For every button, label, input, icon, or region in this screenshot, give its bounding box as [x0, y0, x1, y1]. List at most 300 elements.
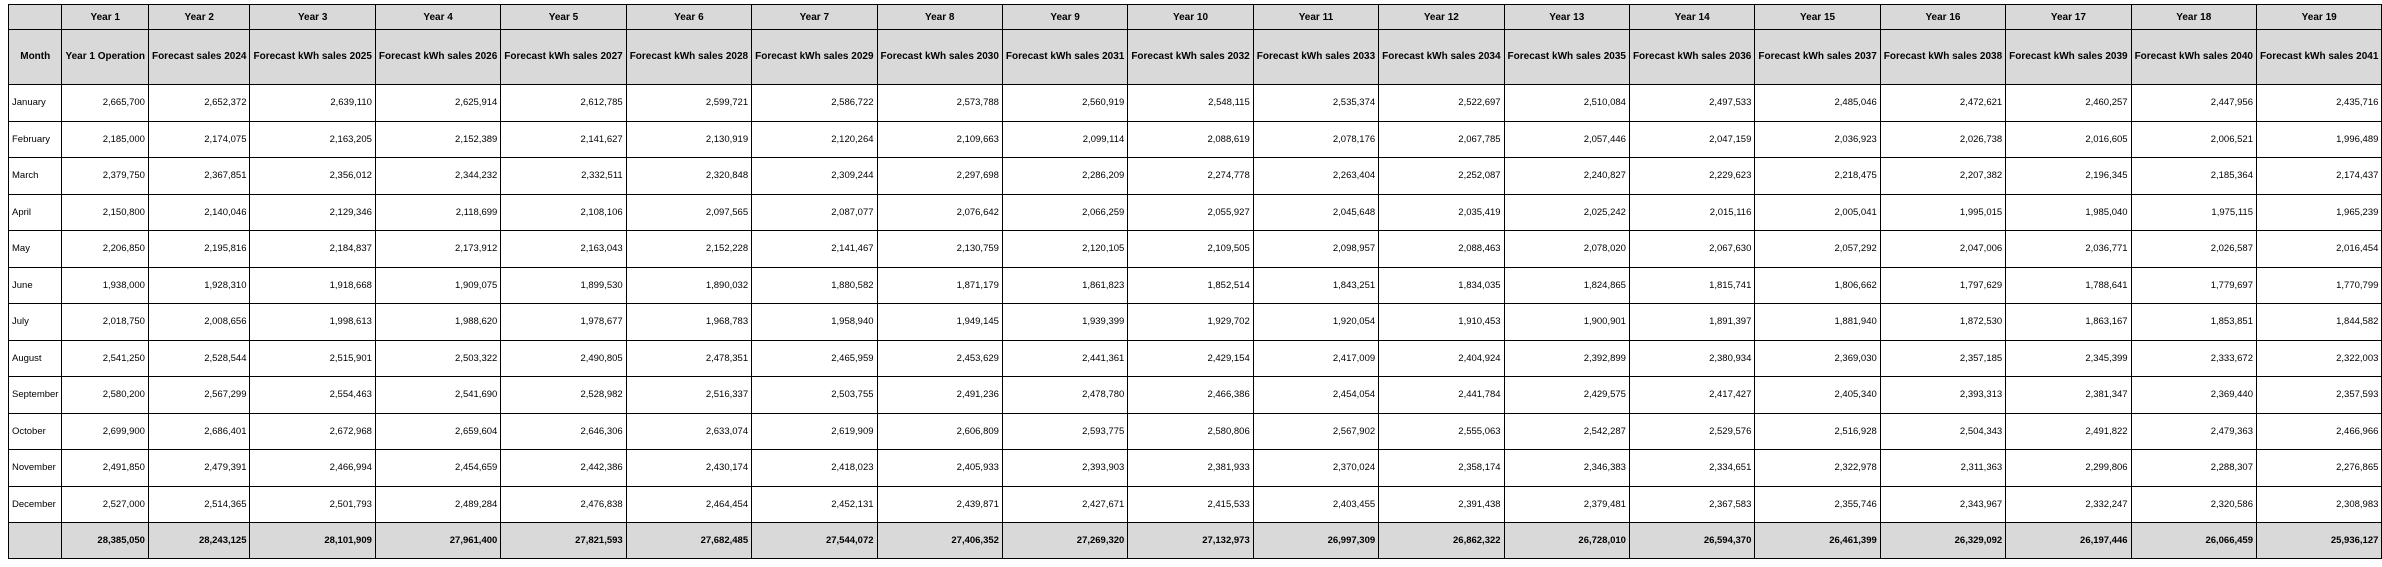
value-cell: 2,108,106: [501, 194, 626, 231]
value-cell: 1,881,940: [1755, 304, 1880, 341]
value-cell: 2,355,746: [1755, 486, 1880, 523]
value-cell: 2,047,006: [1880, 231, 2005, 268]
total-cell: 26,461,399: [1755, 523, 1880, 559]
value-cell: 2,686,401: [148, 413, 250, 450]
value-cell: 2,141,467: [752, 231, 877, 268]
value-cell: 2,612,785: [501, 85, 626, 122]
value-cell: 2,252,087: [1379, 158, 1504, 195]
value-cell: 2,207,382: [1880, 158, 2005, 195]
total-cell: 27,269,320: [1002, 523, 1127, 559]
value-cell: 2,417,427: [1629, 377, 1754, 414]
year-header-cell: Year 2: [148, 5, 250, 30]
value-cell: 2,501,793: [250, 486, 375, 523]
value-cell: 2,332,511: [501, 158, 626, 195]
value-cell: 2,297,698: [877, 158, 1002, 195]
value-cell: 1,910,453: [1379, 304, 1504, 341]
value-cell: 1,890,032: [626, 267, 751, 304]
value-cell: 1,815,741: [1629, 267, 1754, 304]
value-cell: 2,356,012: [250, 158, 375, 195]
value-cell: 2,514,365: [148, 486, 250, 523]
value-cell: 2,441,361: [1002, 340, 1127, 377]
value-cell: 1,998,613: [250, 304, 375, 341]
table-row: [9, 231, 2382, 268]
column-header-cell: Forecast kWh sales 2031: [1002, 30, 1127, 85]
value-cell: 2,025,242: [1504, 194, 1629, 231]
value-cell: 2,380,934: [1629, 340, 1754, 377]
year-header-cell: Year 10: [1128, 5, 1253, 30]
value-cell: 2,078,176: [1253, 121, 1378, 158]
value-cell: 2,333,672: [2131, 340, 2256, 377]
value-cell: 2,005,041: [1755, 194, 1880, 231]
value-cell: 2,152,389: [375, 121, 500, 158]
value-cell: 1,861,823: [1002, 267, 1127, 304]
totals-row: [9, 523, 2382, 559]
month-cell: May: [9, 231, 62, 268]
value-cell: 2,479,363: [2131, 413, 2256, 450]
total-cell: 26,997,309: [1253, 523, 1378, 559]
value-cell: 2,430,174: [626, 450, 751, 487]
value-cell: 2,099,114: [1002, 121, 1127, 158]
year-header-cell: Year 6: [626, 5, 751, 30]
table-body: [9, 85, 2382, 523]
value-cell: 2,141,627: [501, 121, 626, 158]
table-row: [9, 158, 2382, 195]
month-cell: February: [9, 121, 62, 158]
value-cell: 2,476,838: [501, 486, 626, 523]
value-cell: 2,098,957: [1253, 231, 1378, 268]
value-cell: 1,949,145: [877, 304, 1002, 341]
month-cell: December: [9, 486, 62, 523]
value-cell: 2,320,848: [626, 158, 751, 195]
month-header: Month: [9, 30, 62, 85]
value-cell: 2,466,994: [250, 450, 375, 487]
value-cell: 2,047,159: [1629, 121, 1754, 158]
value-cell: 2,379,481: [1504, 486, 1629, 523]
value-cell: 2,076,642: [877, 194, 1002, 231]
value-cell: 2,088,619: [1128, 121, 1253, 158]
value-cell: 2,087,077: [752, 194, 877, 231]
value-cell: 2,491,850: [62, 450, 148, 487]
column-header-cell: Forecast kWh sales 2030: [877, 30, 1002, 85]
value-cell: 2,109,505: [1128, 231, 1253, 268]
column-header-cell: Forecast kWh sales 2025: [250, 30, 375, 85]
value-cell: 2,639,110: [250, 85, 375, 122]
value-cell: 1,965,239: [2256, 194, 2381, 231]
value-cell: 2,334,651: [1629, 450, 1754, 487]
value-cell: 1,988,620: [375, 304, 500, 341]
value-cell: 1,929,702: [1128, 304, 1253, 341]
value-cell: 2,580,806: [1128, 413, 1253, 450]
value-cell: 2,646,306: [501, 413, 626, 450]
value-cell: 2,369,440: [2131, 377, 2256, 414]
value-cell: 2,120,105: [1002, 231, 1127, 268]
table-row: [9, 194, 2382, 231]
year-header-cell: Year 15: [1755, 5, 1880, 30]
month-cell: March: [9, 158, 62, 195]
value-cell: 2,491,822: [2006, 413, 2131, 450]
value-cell: 2,393,903: [1002, 450, 1127, 487]
value-cell: 1,909,075: [375, 267, 500, 304]
column-header-cell: Forecast kWh sales 2037: [1755, 30, 1880, 85]
value-cell: 2,263,404: [1253, 158, 1378, 195]
month-cell: April: [9, 194, 62, 231]
year-header-cell: Year 17: [2006, 5, 2131, 30]
value-cell: 2,527,000: [62, 486, 148, 523]
value-cell: 2,322,003: [2256, 340, 2381, 377]
value-cell: 2,535,374: [1253, 85, 1378, 122]
year-header-row: [9, 5, 2382, 30]
value-cell: 2,206,850: [62, 231, 148, 268]
table-row: [9, 450, 2382, 487]
value-cell: 2,447,956: [2131, 85, 2256, 122]
value-cell: 2,573,788: [877, 85, 1002, 122]
column-header-cell: Forecast kWh sales 2039: [2006, 30, 2131, 85]
value-cell: 2,067,785: [1379, 121, 1504, 158]
column-header-cell: Forecast kWh sales 2032: [1128, 30, 1253, 85]
value-cell: 2,465,959: [752, 340, 877, 377]
value-cell: 2,185,000: [62, 121, 148, 158]
value-cell: 2,286,209: [1002, 158, 1127, 195]
total-cell: 27,544,072: [752, 523, 877, 559]
value-cell: 2,405,933: [877, 450, 1002, 487]
total-cell: 27,821,593: [501, 523, 626, 559]
table-row: [9, 304, 2382, 341]
value-cell: 2,529,576: [1629, 413, 1754, 450]
value-cell: 2,345,399: [2006, 340, 2131, 377]
value-cell: 2,026,738: [1880, 121, 2005, 158]
value-cell: 1,920,054: [1253, 304, 1378, 341]
value-cell: 2,174,437: [2256, 158, 2381, 195]
value-cell: 2,454,054: [1253, 377, 1378, 414]
value-cell: 2,332,247: [2006, 486, 2131, 523]
column-header-cell: Forecast kWh sales 2026: [375, 30, 500, 85]
value-cell: 2,560,919: [1002, 85, 1127, 122]
value-cell: 1,824,865: [1504, 267, 1629, 304]
value-cell: 2,554,463: [250, 377, 375, 414]
value-cell: 1,844,582: [2256, 304, 2381, 341]
value-cell: 2,346,383: [1504, 450, 1629, 487]
value-cell: 2,393,313: [1880, 377, 2005, 414]
value-cell: 2,439,871: [877, 486, 1002, 523]
month-cell: November: [9, 450, 62, 487]
value-cell: 2,435,716: [2256, 85, 2381, 122]
value-cell: 2,503,755: [752, 377, 877, 414]
value-cell: 2,357,185: [1880, 340, 2005, 377]
value-cell: 2,152,228: [626, 231, 751, 268]
value-cell: 2,184,837: [250, 231, 375, 268]
value-cell: 2,057,446: [1504, 121, 1629, 158]
total-cell: 27,961,400: [375, 523, 500, 559]
table-row: [9, 486, 2382, 523]
value-cell: 2,367,851: [148, 158, 250, 195]
column-header-cell: Forecast kWh sales 2041: [2256, 30, 2381, 85]
value-cell: 2,185,364: [2131, 158, 2256, 195]
value-cell: 2,018,750: [62, 304, 148, 341]
table-row: [9, 340, 2382, 377]
value-cell: 1,899,530: [501, 267, 626, 304]
corner-cell: [9, 5, 62, 30]
value-cell: 1,797,629: [1880, 267, 2005, 304]
value-cell: 2,274,778: [1128, 158, 1253, 195]
value-cell: 2,036,923: [1755, 121, 1880, 158]
value-cell: 1,968,783: [626, 304, 751, 341]
value-cell: 2,344,232: [375, 158, 500, 195]
value-cell: 2,522,697: [1379, 85, 1504, 122]
value-cell: 2,485,046: [1755, 85, 1880, 122]
table-row: [9, 85, 2382, 122]
value-cell: 2,567,902: [1253, 413, 1378, 450]
value-cell: 2,288,307: [2131, 450, 2256, 487]
totals-label-cell: [9, 523, 62, 559]
total-cell: 28,243,125: [148, 523, 250, 559]
value-cell: 2,311,363: [1880, 450, 2005, 487]
value-cell: 2,276,865: [2256, 450, 2381, 487]
value-cell: 2,008,656: [148, 304, 250, 341]
value-cell: 2,404,924: [1379, 340, 1504, 377]
value-cell: 1,852,514: [1128, 267, 1253, 304]
value-cell: 2,417,009: [1253, 340, 1378, 377]
value-cell: 2,381,933: [1128, 450, 1253, 487]
value-cell: 1,871,179: [877, 267, 1002, 304]
value-cell: 1,985,040: [2006, 194, 2131, 231]
value-cell: 2,150,800: [62, 194, 148, 231]
month-cell: September: [9, 377, 62, 414]
value-cell: 2,088,463: [1379, 231, 1504, 268]
value-cell: 2,625,914: [375, 85, 500, 122]
value-cell: 2,358,174: [1379, 450, 1504, 487]
value-cell: 2,381,347: [2006, 377, 2131, 414]
value-cell: 2,016,454: [2256, 231, 2381, 268]
value-cell: 2,497,533: [1629, 85, 1754, 122]
column-header-cell: Forecast kWh sales 2028: [626, 30, 751, 85]
value-cell: 2,516,337: [626, 377, 751, 414]
value-cell: 2,163,205: [250, 121, 375, 158]
value-cell: 2,118,699: [375, 194, 500, 231]
value-cell: 2,619,909: [752, 413, 877, 450]
value-cell: 2,427,671: [1002, 486, 1127, 523]
value-cell: 2,308,983: [2256, 486, 2381, 523]
total-cell: 25,936,127: [2256, 523, 2381, 559]
total-cell: 27,132,973: [1128, 523, 1253, 559]
year-header-cell: Year 14: [1629, 5, 1754, 30]
value-cell: 2,357,593: [2256, 377, 2381, 414]
value-cell: 2,163,043: [501, 231, 626, 268]
value-cell: 2,665,700: [62, 85, 148, 122]
total-cell: 27,406,352: [877, 523, 1002, 559]
value-cell: 1,853,851: [2131, 304, 2256, 341]
value-cell: 2,478,351: [626, 340, 751, 377]
kwh-forecast-table: [8, 4, 2382, 559]
value-cell: 2,460,257: [2006, 85, 2131, 122]
value-cell: 2,392,899: [1504, 340, 1629, 377]
year-header-cell: Year 13: [1504, 5, 1629, 30]
value-cell: 2,174,075: [148, 121, 250, 158]
value-cell: 2,699,900: [62, 413, 148, 450]
total-cell: 28,385,050: [62, 523, 148, 559]
value-cell: 2,006,521: [2131, 121, 2256, 158]
month-cell: October: [9, 413, 62, 450]
value-cell: 2,503,322: [375, 340, 500, 377]
value-cell: 2,299,806: [2006, 450, 2131, 487]
value-cell: 1,872,530: [1880, 304, 2005, 341]
value-cell: 2,309,244: [752, 158, 877, 195]
value-cell: 2,015,116: [1629, 194, 1754, 231]
column-header-cell: Forecast kWh sales 2034: [1379, 30, 1504, 85]
value-cell: 2,453,629: [877, 340, 1002, 377]
value-cell: 1,880,582: [752, 267, 877, 304]
year-header-cell: Year 11: [1253, 5, 1378, 30]
value-cell: 2,442,386: [501, 450, 626, 487]
total-cell: 26,594,370: [1629, 523, 1754, 559]
year-header-cell: Year 8: [877, 5, 1002, 30]
value-cell: 2,478,780: [1002, 377, 1127, 414]
total-cell: 26,329,092: [1880, 523, 2005, 559]
month-cell: January: [9, 85, 62, 122]
value-cell: 1,900,901: [1504, 304, 1629, 341]
table-row: [9, 267, 2382, 304]
value-cell: 2,403,455: [1253, 486, 1378, 523]
column-header-row: [9, 30, 2382, 85]
year-header-cell: Year 5: [501, 5, 626, 30]
value-cell: 2,479,391: [148, 450, 250, 487]
year-header-cell: Year 16: [1880, 5, 2005, 30]
year-header-cell: Year 19: [2256, 5, 2381, 30]
value-cell: 2,240,827: [1504, 158, 1629, 195]
value-cell: 1,843,251: [1253, 267, 1378, 304]
value-cell: 1,975,115: [2131, 194, 2256, 231]
value-cell: 2,541,250: [62, 340, 148, 377]
year-header-cell: Year 18: [2131, 5, 2256, 30]
value-cell: 1,770,799: [2256, 267, 2381, 304]
value-cell: 2,109,663: [877, 121, 1002, 158]
value-cell: 2,466,966: [2256, 413, 2381, 450]
column-header-cell: Forecast kWh sales 2027: [501, 30, 626, 85]
year-header-cell: Year 3: [250, 5, 375, 30]
value-cell: 2,026,587: [2131, 231, 2256, 268]
month-cell: June: [9, 267, 62, 304]
value-cell: 2,593,775: [1002, 413, 1127, 450]
value-cell: 2,548,115: [1128, 85, 1253, 122]
value-cell: 2,490,805: [501, 340, 626, 377]
value-cell: 2,555,063: [1379, 413, 1504, 450]
value-cell: 2,173,912: [375, 231, 500, 268]
value-cell: 2,035,419: [1379, 194, 1504, 231]
value-cell: 2,599,721: [626, 85, 751, 122]
value-cell: 2,067,630: [1629, 231, 1754, 268]
value-cell: 2,218,475: [1755, 158, 1880, 195]
value-cell: 2,652,372: [148, 85, 250, 122]
value-cell: 2,441,784: [1379, 377, 1504, 414]
column-header-cell: Forecast kWh sales 2040: [2131, 30, 2256, 85]
value-cell: 2,515,901: [250, 340, 375, 377]
value-cell: 2,129,346: [250, 194, 375, 231]
value-cell: 2,586,722: [752, 85, 877, 122]
value-cell: 2,472,621: [1880, 85, 2005, 122]
value-cell: 2,567,299: [148, 377, 250, 414]
value-cell: 2,429,154: [1128, 340, 1253, 377]
value-cell: 2,343,967: [1880, 486, 2005, 523]
value-cell: 2,672,968: [250, 413, 375, 450]
value-cell: 2,633,074: [626, 413, 751, 450]
column-header-cell: Forecast kWh sales 2036: [1629, 30, 1754, 85]
total-cell: 26,862,322: [1379, 523, 1504, 559]
value-cell: 1,938,000: [62, 267, 148, 304]
value-cell: 2,057,292: [1755, 231, 1880, 268]
value-cell: 2,045,648: [1253, 194, 1378, 231]
total-cell: 26,728,010: [1504, 523, 1629, 559]
value-cell: 2,542,287: [1504, 413, 1629, 450]
total-cell: 28,101,909: [250, 523, 375, 559]
year-header-cell: Year 7: [752, 5, 877, 30]
value-cell: 2,580,200: [62, 377, 148, 414]
value-cell: 1,928,310: [148, 267, 250, 304]
value-cell: 2,036,771: [2006, 231, 2131, 268]
value-cell: 2,066,259: [1002, 194, 1127, 231]
value-cell: 2,516,928: [1755, 413, 1880, 450]
value-cell: 2,097,565: [626, 194, 751, 231]
column-header-cell: Forecast kWh sales 2033: [1253, 30, 1378, 85]
value-cell: 1,995,015: [1880, 194, 2005, 231]
value-cell: 2,016,605: [2006, 121, 2131, 158]
value-cell: 2,541,690: [375, 377, 500, 414]
value-cell: 2,466,386: [1128, 377, 1253, 414]
value-cell: 2,140,046: [148, 194, 250, 231]
value-cell: 2,195,816: [148, 231, 250, 268]
column-header-cell: Forecast kWh sales 2038: [1880, 30, 2005, 85]
value-cell: 2,464,454: [626, 486, 751, 523]
table-row: [9, 121, 2382, 158]
value-cell: 2,606,809: [877, 413, 1002, 450]
year-header-cell: Year 9: [1002, 5, 1127, 30]
value-cell: 1,958,940: [752, 304, 877, 341]
value-cell: 2,528,544: [148, 340, 250, 377]
value-cell: 2,504,343: [1880, 413, 2005, 450]
column-header-cell: Forecast sales 2024: [148, 30, 250, 85]
value-cell: 2,130,759: [877, 231, 1002, 268]
column-header-cell: Year 1 Operation: [62, 30, 148, 85]
year-header-cell: Year 12: [1379, 5, 1504, 30]
value-cell: 2,659,604: [375, 413, 500, 450]
value-cell: 2,367,583: [1629, 486, 1754, 523]
year-header-cell: Year 1: [62, 5, 148, 30]
value-cell: 2,369,030: [1755, 340, 1880, 377]
value-cell: 1,918,668: [250, 267, 375, 304]
total-cell: 26,066,459: [2131, 523, 2256, 559]
value-cell: 2,379,750: [62, 158, 148, 195]
value-cell: 2,229,623: [1629, 158, 1754, 195]
value-cell: 2,452,131: [752, 486, 877, 523]
value-cell: 1,996,489: [2256, 121, 2381, 158]
value-cell: 2,454,659: [375, 450, 500, 487]
value-cell: 2,320,586: [2131, 486, 2256, 523]
value-cell: 1,891,397: [1629, 304, 1754, 341]
month-cell: August: [9, 340, 62, 377]
value-cell: 2,322,978: [1755, 450, 1880, 487]
value-cell: 2,489,284: [375, 486, 500, 523]
table-row: [9, 413, 2382, 450]
value-cell: 2,196,345: [2006, 158, 2131, 195]
total-cell: 26,197,446: [2006, 523, 2131, 559]
value-cell: 2,491,236: [877, 377, 1002, 414]
value-cell: 2,510,084: [1504, 85, 1629, 122]
value-cell: 2,370,024: [1253, 450, 1378, 487]
value-cell: 2,528,982: [501, 377, 626, 414]
column-header-cell: Forecast kWh sales 2029: [752, 30, 877, 85]
value-cell: 2,418,023: [752, 450, 877, 487]
value-cell: 2,055,927: [1128, 194, 1253, 231]
value-cell: 2,405,340: [1755, 377, 1880, 414]
value-cell: 2,391,438: [1379, 486, 1504, 523]
